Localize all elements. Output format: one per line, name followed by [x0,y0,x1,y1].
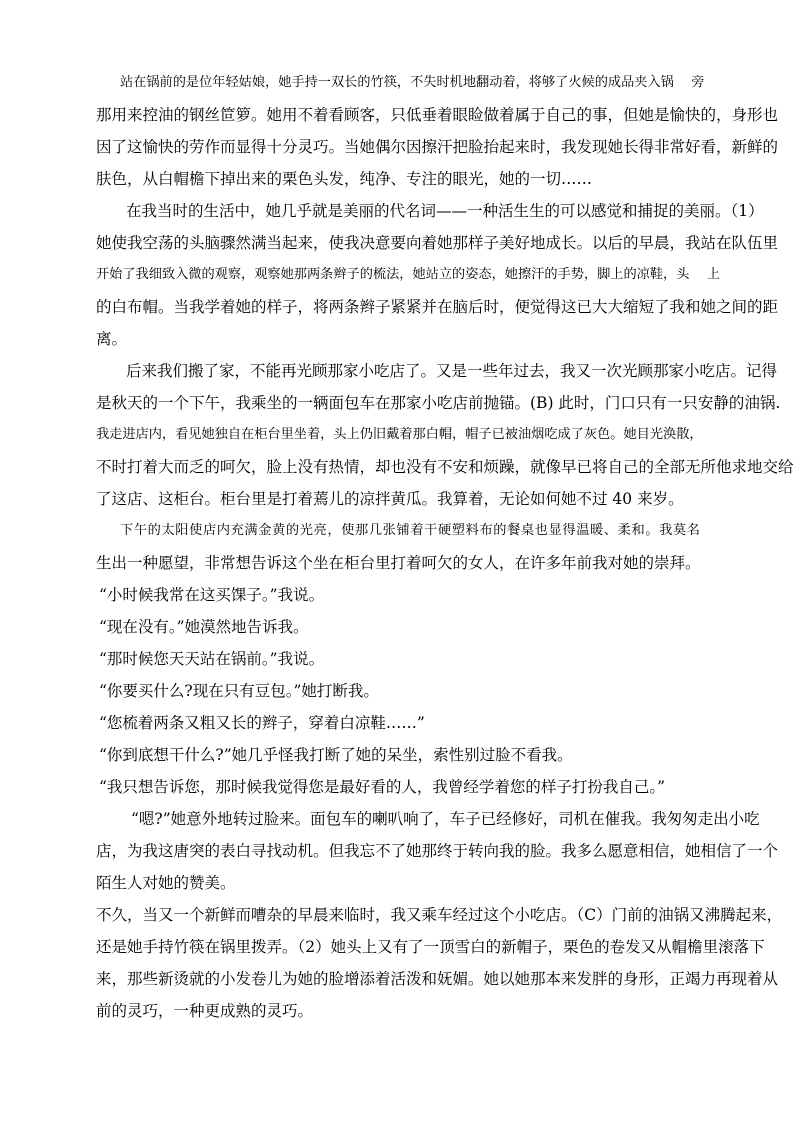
text-line: 前的灵巧，一种更成熟的灵巧。 [96,1002,314,1020]
dialogue-line: “您梳着两条又粗又长的辫子，穿着白凉鞋……” [99,714,425,732]
text-line: 陌生人对她的赞美。 [96,874,236,892]
text-line: 不时打着大而乏的呵欠，脸上没有热情，却也没有不安和烦躁，就像早已将自己的全部无所他求地交给 [96,458,794,476]
text-line: 在我当时的生活中，她几乎就是美丽的代名词——一种活生生的可以感觉和捕捉的美丽。（1） [126,202,764,220]
text-line: 那用来控油的钢丝笸箩。她用不着看顾客，只低垂着眼睑做着属于自己的事，但她是愉快的，身形也 [96,106,779,124]
text-line: 开始了我细致入微的观察，观察她那两条辫子的梳法，她站立的姿态，她擦汗的手势，脚上的凉鞋，头 上 [96,267,721,282]
text-line: 还是她手持竹筷在锅里拨弄。（2）她头上又有了一顶雪白的新帽子，栗色的卷发又从帽檐里滚落下 [96,938,765,956]
dialogue-line: “现在没有。”她漠然地告诉我。 [99,618,309,636]
text-line: 的白布帽。当我学着她的样子，将两条辫子紧紧并在脑后时，便觉得这已大大缩短了我和她之间的距 [96,298,779,316]
dialogue-line: “你到底想干什么?”她几乎怪我打断了她的呆坐，索性别过脸不看我。 [99,746,573,764]
text-line: 不久，当又一个新鲜而嘈杂的早晨来临时，我又乘车经过这个小吃店。（C）门前的油锅又沸腾起来， [96,906,783,924]
dialogue-line: “那时候您天天站在锅前。”我说。 [99,650,325,668]
text-line: 店，为我这唐突的表白寻找动机。但我忘不了她那终于转向我的脸。我多么愿意相信，她相信了一个 [96,842,779,860]
text-line: 离。 [96,330,128,348]
text-line: 我走进店内，看见她独自在柜台里坐着，头上仍旧戴着那白帽，帽子已被油烟吃成了灰色。她目光涣散， [96,427,703,442]
dialogue-line: “小时候我常在这买馃子。”我说。 [99,586,325,604]
text-line: 因了这愉快的劳作而显得十分灵巧。当她偶尔因擦汗把脸抬起来时，我发现她长得非常好看，新鲜的 [96,138,779,156]
text-line: 了这店、这柜台。柜台里是打着蔫儿的凉拌黄瓜。我算着，无论如何她不过 40 来岁。 [96,490,684,508]
text-line: 下午的太阳使店内充满金黄的光亮，使那几张铺着干硬塑料布的餐桌也显得温暖、柔和。我莫名 [120,523,700,538]
text-line: 来，那些新烫就的小发卷儿为她的脸增添着活泼和妩媚。她以她那本来发胖的身形，正竭力再现着从 [96,970,779,988]
text-line: “嗯?”她意外地转过脸来。面包车的喇叭响了，车子已经修好，司机在催我。我匆匆走出小吃 [131,810,760,828]
text-line: 站在锅前的是位年轻姑娘，她手持一双长的竹筷，不失时机地翻动着，将够了火候的成品夹入锅 旁 [120,75,705,90]
dialogue-line: “你要买什么?现在只有豆包。”她打断我。 [99,682,379,700]
text-line: 生出一种愿望，非常想告诉这个坐在柜台里打着呵欠的女人，在许多年前我对她的崇拜。 [96,554,701,572]
text-line: 是秋天的一个下午，我乘坐的一辆面包车在那家小吃店前抛锚。(B) 此时，门口只有一只安静的油锅. [96,394,781,412]
dialogue-line: “我只想告诉您，那时候我觉得您是最好看的人，我曾经学着您的样子打扮我自己。” [99,778,666,796]
text-line: 后来我们搬了家，不能再光顾那家小吃店了。又是一些年过去，我又一次光顾那家小吃店。记得 [126,362,778,380]
text-line: 她使我空荡的头脑骤然满当起来，使我决意要向着她那样子美好地成长。以后的早晨，我站在队伍里 [96,234,779,252]
text-line: 肤色，从白帽檐下掉出来的栗色头发，纯净、专注的眼光，她的一切…… [96,170,593,188]
